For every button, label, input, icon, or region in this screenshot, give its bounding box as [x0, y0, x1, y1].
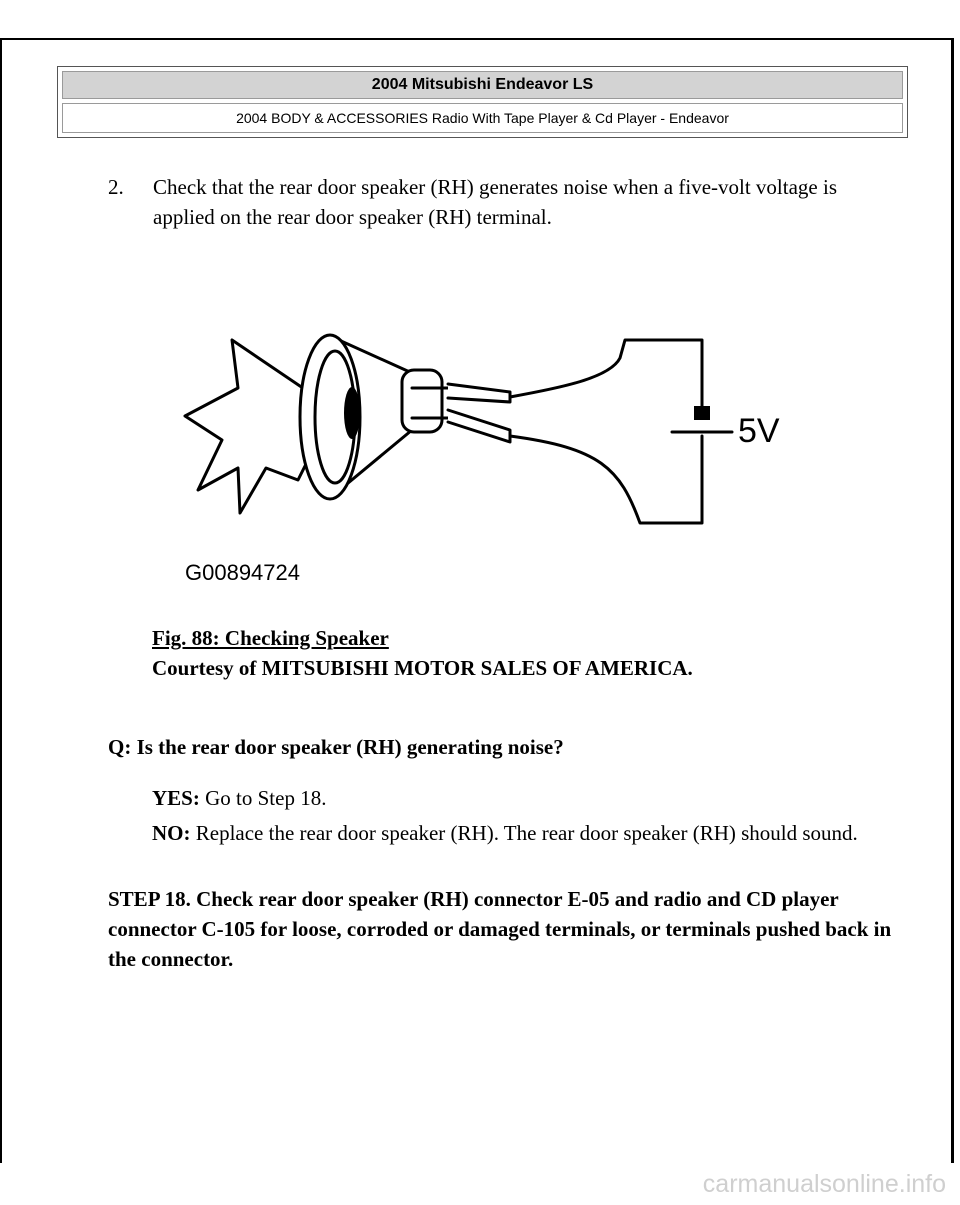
question: Q: Is the rear door speaker (RH) generating noise? — [108, 735, 564, 759]
figure-id: G00894724 — [185, 560, 300, 585]
step-item-2 — [108, 172, 888, 232]
figure-courtesy: Courtesy of MITSUBISHI MOTOR SALES OF AMERICA. — [152, 656, 693, 680]
step-number: 2. — [108, 175, 124, 199]
answer-no — [152, 818, 872, 848]
step-18: STEP 18. Check rear door speaker (RH) connector E-05 and radio and CD player connector C-105 for loose, corroded or damaged terminals, or terminals pushed back in the connector. — [108, 887, 892, 971]
voltage-label: 5V — [738, 412, 780, 450]
figure-title: Fig. 88: Checking Speaker — [152, 626, 389, 650]
answer-no-text: Replace the rear door speaker (RH). The rear door speaker (RH) should sound. — [190, 821, 858, 845]
probe-upper — [448, 384, 510, 402]
speaker-diagram — [180, 318, 800, 588]
answer-no-label: NO: — [152, 821, 191, 845]
wire-negative — [510, 436, 702, 523]
speaker-center-icon — [344, 387, 360, 439]
document-header — [57, 66, 908, 138]
probe-lower — [448, 410, 510, 442]
answer-yes-text: Go to Step 18. — [199, 786, 327, 810]
speaker-check-figure — [180, 318, 800, 588]
step-text: Check that the rear door speaker (RH) generates noise when a five-volt voltage is applied on the rear door speaker (RH) terminal. — [153, 175, 837, 229]
footer-watermark: carmanualsonline.info — [702, 1170, 946, 1198]
speaker-magnet — [402, 370, 442, 432]
figure-caption — [152, 623, 693, 683]
header-title: 2004 Mitsubishi Endeavor LS — [62, 71, 903, 99]
answer-yes-label: YES: — [152, 786, 200, 810]
header-subtitle: 2004 BODY & ACCESSORIES Radio With Tape Player & Cd Player - Endeavor — [62, 103, 903, 133]
battery-plate-short — [694, 406, 710, 420]
wire-positive — [510, 340, 702, 406]
answer-yes — [152, 783, 872, 813]
